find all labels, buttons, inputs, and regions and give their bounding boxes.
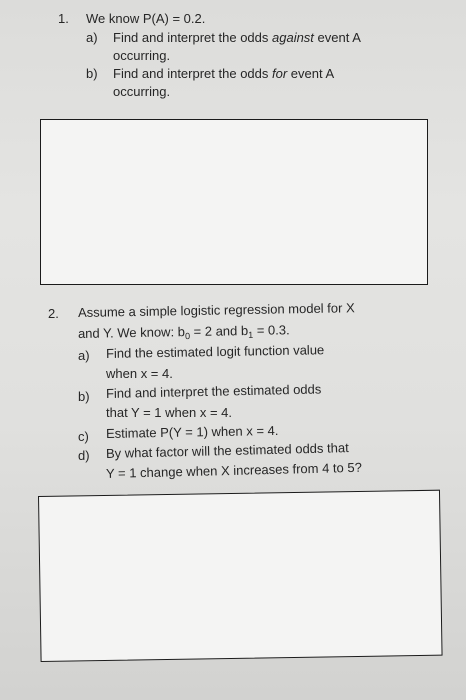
q1b-text <box>113 66 334 82</box>
q1a-text-post: event A <box>313 30 361 45</box>
q2d-label: d) <box>78 448 90 463</box>
q2-stem-b-middle: = 2 and b <box>189 323 249 340</box>
q2-stem-b-prefix: and Y. We know: b <box>77 324 186 341</box>
q2-stem-line2 <box>78 322 290 342</box>
q2b-text-line2: that Y = 1 when x = 4. <box>106 405 233 420</box>
q2-b0-subscript: 0 <box>184 331 191 342</box>
q2c-text-line1: Estimate P(Y = 1) when x = 4. <box>105 422 279 441</box>
q1a-text-continued: occurring. <box>113 48 171 63</box>
q1b-text-continued: occurring. <box>113 84 171 99</box>
q1-stem: We know P(A) = 0.2. <box>86 11 206 26</box>
q1a-text-pre: Find and interpret the odds <box>113 30 272 45</box>
q1-answer-box[interactable] <box>40 119 428 285</box>
q1a-text-emphasis: against <box>272 30 314 45</box>
q2b-label: b) <box>78 389 90 404</box>
q2-answer-box[interactable] <box>38 490 443 662</box>
q2-b1-subscript: 1 <box>248 329 254 341</box>
q1a-text <box>113 30 361 46</box>
q2a-label: a) <box>78 348 90 363</box>
q2c-label: c) <box>78 429 89 444</box>
q2a-text-line2: when x = 4. <box>106 366 173 381</box>
q2d-text-line2: Y = 1 change when X increases from 4 to 5? <box>105 459 363 481</box>
q1-number: 1. <box>58 11 69 26</box>
q1b-text-pre: Find and interpret the odds <box>113 66 272 81</box>
q2-stem-line1: Assume a simple logistic regression model for X <box>77 300 355 320</box>
q2d-text-line1: By what factor will the estimated odds that <box>105 440 349 461</box>
q1b-label: b) <box>86 66 98 81</box>
q1b-text-post: event A <box>287 66 335 81</box>
q2b-text-line1: Find and interpret the estimated odds <box>105 381 322 401</box>
q1a-label: a) <box>86 30 98 45</box>
q2-number: 2. <box>48 306 59 321</box>
q2a-text-line1: Find the estimated logit function value <box>105 342 325 361</box>
q2-stem-b-suffix: = 0.3. <box>253 322 290 338</box>
q1b-text-emphasis: for <box>272 66 288 81</box>
